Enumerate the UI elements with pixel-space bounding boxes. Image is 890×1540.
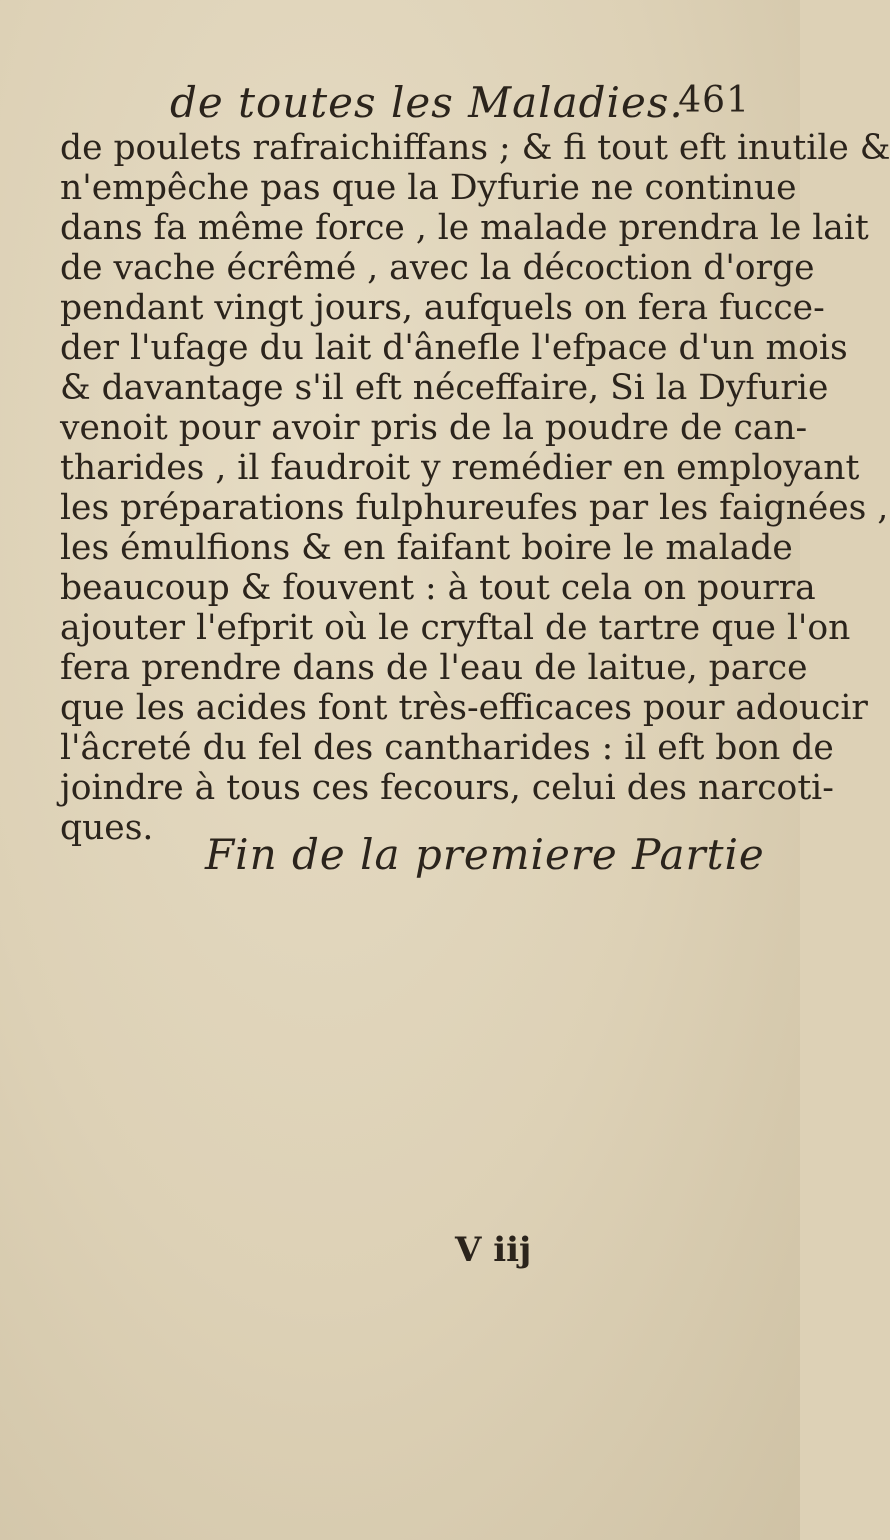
text-line: l'âcreté du fel des cantharides : il eft bon de: [60, 728, 834, 768]
text-line: venoit pour avoir pris de la poudre de can-: [60, 408, 808, 448]
text-line: dans fa même force , le malade prendra le lait: [60, 208, 869, 248]
text-line: beaucoup & fouvent : à tout cela on pourra: [60, 568, 816, 608]
finis-line: Fin de la premiere Partie: [205, 830, 765, 879]
text-line: les préparations fulphureufes par les faignées ,: [60, 488, 889, 528]
text-line: de vache écrêmé , avec la décoction d'orge: [60, 248, 815, 288]
page-header: [60, 78, 750, 128]
text-line: fera prendre dans de l'eau de laitue, parce: [60, 648, 808, 688]
text-line: tharides , il faudroit y remédier en employant: [60, 448, 860, 488]
text-line: que les acides font très-efficaces pour adoucir: [60, 688, 868, 728]
text-line: joindre à tous ces fecours, celui des narcoti-: [60, 768, 834, 808]
text-line: ajouter l'efprit où le cryftal de tartre que l'on: [60, 608, 851, 648]
text-line: de poulets rafraichiffans ; & fi tout eft inutile &: [60, 128, 890, 168]
text-line: pendant vingt jours, aufquels on fera fucce-: [60, 288, 825, 328]
text-line-last: ques.: [60, 808, 154, 848]
running-title: de toutes les Maladies.: [170, 78, 684, 127]
page-number: 461: [678, 80, 750, 121]
text-line: der l'ufage du lait d'ânefle l'efpace d'un mois: [60, 328, 848, 368]
signature-mark: V iij: [455, 1230, 532, 1270]
text-line: & davantage s'il eft néceffaire, Si la Dyfurie: [60, 368, 829, 408]
text-line: les émulfions & en faifant boire le malade: [60, 528, 793, 568]
text-line: n'empêche pas que la Dyfurie ne continue: [60, 168, 797, 208]
body-text: [60, 128, 890, 848]
